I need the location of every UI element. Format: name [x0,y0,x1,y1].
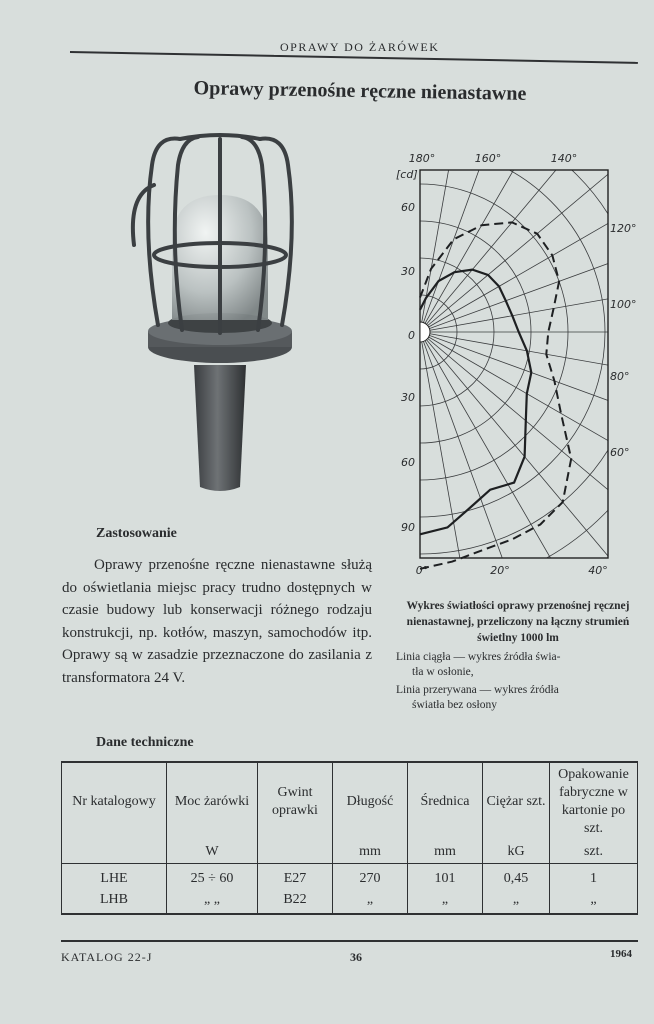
angle-label-right: 60° [610,446,630,459]
angle-label-right: 100° [610,298,637,311]
table-cell: „ [550,890,638,914]
col-header: Ciężar szt. [483,762,550,841]
lamp-illustration [120,125,330,500]
table-cell: 25 ÷ 60 [167,864,258,891]
page-number: 36 [350,950,362,964]
table-cell: E27 [258,864,333,891]
usage-heading: Zastosowanie [96,526,177,541]
col-header: Średnica [408,762,483,841]
table-unit-row [62,841,638,864]
col-header: Długość [333,762,408,841]
polar-luminous-intensity-chart [388,140,638,590]
table-cell: „ „ [167,890,258,914]
year-label: 1964 [610,948,632,960]
radial-tick-label: 30 [401,391,415,404]
table-header-row [62,762,638,841]
legend-solid-text-2: tła w osłonie, [412,666,474,678]
grid-ray [420,332,638,571]
footer-rule [61,940,638,942]
chart-caption: Wykres światłości oprawy przenośnej ręcznej nienastawnej, przeliczony na łączny strumień świetlny 1000 lm [406,600,630,644]
grid-ray [420,140,638,332]
unit-cell: szt. [550,841,638,864]
grid-ray [420,140,542,332]
col-header: Moc żarówki [167,762,258,841]
unit-cell: mm [408,841,483,864]
angle-label-top: 140° [550,152,578,165]
grid-ray [420,140,638,332]
table-cell: „ [333,890,408,914]
col-header: Nr katalogowy [62,762,167,841]
grid-ray [420,140,638,332]
unit-cell: mm [333,841,408,864]
angle-label-right: 120° [610,222,637,235]
legend-dashed-text-1: Linia przerywana — wykres źródła [396,684,559,696]
grid-ray [420,332,638,454]
grid-ray [420,140,638,332]
angle-label-right: 80° [610,370,630,383]
table-cell: LHE [62,864,167,891]
radial-tick-label: 90 [401,521,415,534]
legend-dashed-text-2: światła bez osłony [412,699,497,711]
angle-label-bottom: 0° [415,564,429,577]
angle-label-top: 160° [474,152,502,165]
unit-cell [62,841,167,864]
legend-solid-line [396,650,640,680]
table-cell: 270 [333,864,408,891]
unit-cell: kG [483,841,550,864]
angle-label-bottom: 20° [490,564,510,577]
table-cell: „ [408,890,483,914]
page-title: Oprawy przenośne ręczne nienastawne [193,77,527,105]
unit-label: [cd] [396,168,418,181]
grid-ray [420,140,638,332]
table-row [62,890,638,914]
table-cell: „ [483,890,550,914]
table-cell: B22 [258,890,333,914]
radial-tick-label: 60 [401,201,415,214]
grid-ray [420,140,638,332]
usage-paragraph: Oprawy przenośne ręczne nienastawne służą do oświetlania miejsc pracy trudno dostępnych w czasie budowy lub konserwacji różnego rodzaju konstrukcji, np. kotłów, maszyn, samochodów itp. Oprawy są w zasadzie przeznaczone do zasilania z transformatora 24 V. [62,557,372,686]
table-cell: 101 [408,864,483,891]
angle-label-top: 180° [408,152,436,165]
table-cell: 1 [550,864,638,891]
col-header: Opakowanie fabryczne w kartonie po szt. [550,762,638,841]
chart-grid [388,140,638,590]
chart-frame [420,170,608,558]
table-cell: LHB [62,890,167,914]
unit-cell: W [167,841,258,864]
handle [194,365,246,491]
section-title: OPRAWY DO ŻARÓWEK [274,40,445,55]
radial-tick-label: 0 [408,329,415,342]
table-row [62,864,638,891]
radial-tick-label: 30 [401,265,415,278]
unit-cell [258,841,333,864]
catalog-label: KATALOG 22-J [61,950,153,964]
col-header: Gwint oprawki [258,762,333,841]
grid-ray [420,210,638,332]
table-cell: 0,45 [483,864,550,891]
angle-label-bottom: 40° [588,564,608,577]
spec-table [61,761,638,915]
legend-dashed-line [396,683,640,713]
tech-heading: Dane techniczne [96,735,194,750]
legend-solid-text-1: Linia ciągła — wykres źródła świa- [396,651,561,663]
radial-tick-label: 60 [401,456,415,469]
series-solid-line [420,270,531,535]
